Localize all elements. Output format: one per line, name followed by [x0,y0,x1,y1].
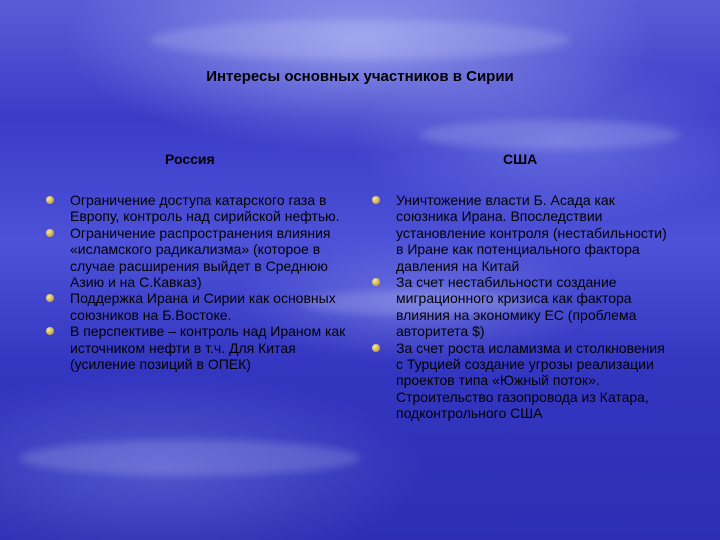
bullet-text: Ограничение распространения влияния «исламского радикализма» (которое в случае расширения выйдет в Среднюю Азию и на С.Кавказ) [70,224,331,291]
bullet-icon [372,344,380,352]
sky-streak [150,20,570,60]
list-item [46,323,346,372]
bullet-icon [46,327,54,335]
right-column-heading: США [503,151,538,167]
right-bullet-list [372,192,672,422]
list-item [46,225,346,291]
list-item [372,192,672,274]
bullet-text: В перспективе – контроль над Ираном как источником нефти в т.ч. Для Китая (усиление позиций в ОПЕК) [70,323,346,373]
left-column-heading: Россия [165,151,215,167]
list-item [372,274,672,340]
bullet-text: Уничтожение власти Б. Асада как союзника Ирана. Впоследствии установление контроля (нестабильности) в Иране как потенциального фактора давления на Китай [396,192,667,274]
list-item [46,192,346,225]
sky-streak [20,440,360,476]
list-item [46,290,346,323]
list-item [372,340,672,422]
bullet-text: За счет роста исламизма и столкновения с Турцией создание угрозы реализации проектов типа «Южный поток». Строительство газопровода из Катара, подконтрольного США [396,339,665,422]
bullet-icon [372,196,380,204]
bullet-icon [46,229,54,237]
slide-title: Интересы основных участников в Сирии [206,68,514,85]
bullet-icon [46,294,54,302]
left-bullet-list [46,192,346,372]
sky-streak [420,120,680,150]
bullet-icon [372,278,380,286]
bullet-text: За счет нестабильности создание миграционного кризиса как фактора влияния на экономику ЕС (проблема авторитета $) [396,274,637,340]
bullet-text: Ограничение доступа катарского газа в Европу, контроль над сирийской нефтью. [70,192,340,225]
bullet-icon [46,196,54,204]
bullet-text: Поддержка Ирана и Сирии как основных союзников на Б.Востоке. [70,290,336,323]
